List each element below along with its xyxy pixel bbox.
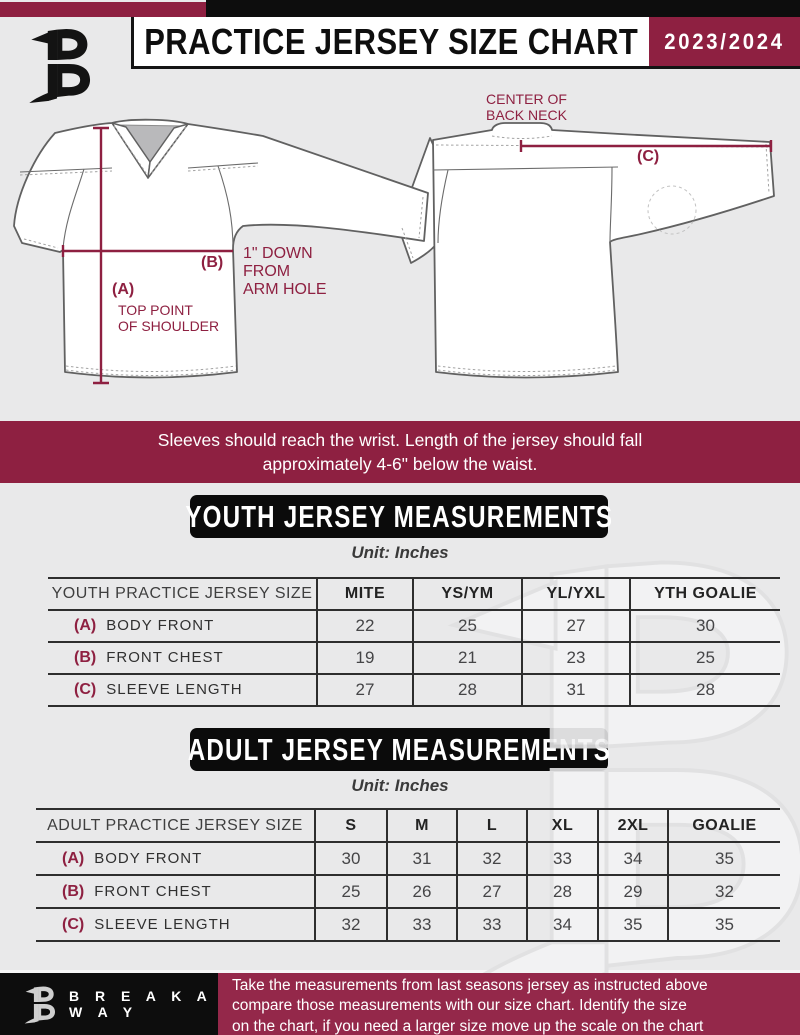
notice-line-1: Sleeves should reach the wrist. Length of the jersey should fall (157, 429, 643, 450)
adult-unit-label: Unit: Inches (351, 776, 449, 795)
measure-b-caption: 1" DOWN FROM ARM HOLE (243, 245, 327, 298)
footer-line-1: Take the measurements from last seasons jersey as instructed above (232, 977, 708, 994)
youth-table-title: YOUTH PRACTICE JERSEY SIZE (48, 578, 317, 610)
table-row: (A) BODY FRONT 30 31 32 33 34 35 (36, 842, 780, 875)
measure-a-caption: TOP POINT OF SHOULDER (118, 302, 220, 334)
size-col-header: YTH GOALIE (630, 578, 780, 610)
footer-instructions (218, 973, 800, 1035)
table-row: (C) SLEEVE LENGTH 32 33 33 34 35 35 (36, 908, 780, 941)
adult-size-table (36, 808, 780, 942)
measure-c-label (637, 148, 659, 166)
a-key: (A) (112, 281, 135, 298)
notice-line-2: approximately 4-6" below the waist. (262, 453, 538, 474)
b-key: (B) (201, 254, 224, 271)
fit-notice-banner (0, 421, 800, 483)
footer-line-3: on the chart, if you need a larger size move up the scale on the chart (232, 1017, 704, 1035)
c-key: (C) (637, 148, 660, 165)
footer-line-2: compare those measurements with our size chart. Identify the size (232, 997, 687, 1015)
measure-b-label (201, 254, 223, 272)
size-col-header: XL (527, 809, 598, 842)
measure-c-caption: CENTER OF BACK NECK (486, 91, 567, 123)
size-col-header: S (315, 809, 387, 842)
size-col-header: MITE (317, 578, 413, 610)
adult-table-title: ADULT PRACTICE JERSEY SIZE (36, 809, 315, 842)
table-header-row (36, 809, 780, 842)
adult-section-heading: ADULT JERSEY MEASUREMENTS (190, 728, 608, 771)
youth-size-table (48, 577, 780, 707)
brand-name: B R E A K A W A Y (69, 988, 213, 1020)
youth-unit-label: Unit: Inches (351, 543, 449, 562)
size-col-header: YS/YM (413, 578, 522, 610)
footer-brand-block (0, 973, 218, 1035)
top-bar-maroon (0, 2, 206, 17)
table-row: (B) FRONT CHEST 25 26 27 28 29 32 (36, 875, 780, 908)
table-row: (A) BODY FRONT 22 25 27 30 (48, 610, 780, 642)
size-col-header: 2XL (598, 809, 668, 842)
jersey-diagrams (0, 100, 800, 420)
breakaway-footer-logo (24, 984, 57, 1024)
size-col-header: L (457, 809, 527, 842)
title-box (131, 17, 649, 69)
footer (0, 973, 800, 1035)
breakaway-logo (28, 24, 94, 104)
size-col-header: GOALIE (668, 809, 780, 842)
table-row: (B) FRONT CHEST 19 21 23 25 (48, 642, 780, 674)
season-badge (649, 17, 800, 69)
top-bar-black (206, 0, 800, 17)
table-row: (C) SLEEVE LENGTH 27 28 31 28 (48, 674, 780, 706)
table-header-row (48, 578, 780, 610)
page-title: PRACTICE JERSEY SIZE CHART (144, 20, 639, 62)
measure-a-label (112, 281, 134, 299)
size-col-header: YL/YXL (522, 578, 630, 610)
size-col-header: M (387, 809, 457, 842)
youth-section-heading: YOUTH JERSEY MEASUREMENTS (190, 495, 608, 538)
season-label: 2023/2024 (664, 28, 785, 54)
